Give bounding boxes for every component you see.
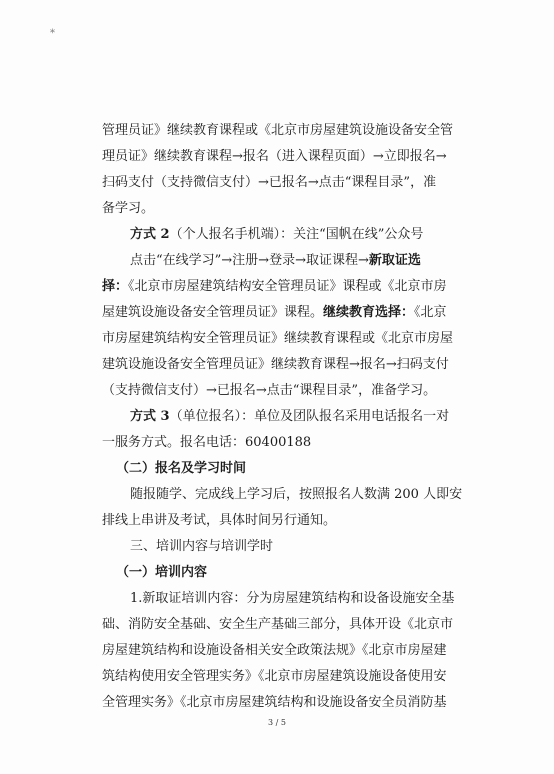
continuing-edu-label: 继续教育选择： xyxy=(323,305,415,320)
steps-text: 点击“在线学习”→注册→登录→取证课程→ xyxy=(130,253,369,268)
text-line: 础、消防安全基础、安全生产基础三部分，具体开设《北京市 xyxy=(102,617,454,632)
course-text: 《北京 xyxy=(414,305,447,320)
text-line: 筑结构使用安全管理实务》《北京市房屋建筑设施设备使用安 xyxy=(102,669,447,684)
document-body xyxy=(102,118,492,716)
method-3-label: 方式 3 xyxy=(130,409,170,424)
text-line: 房屋建筑结构和设施设备相关安全政策法规》《北京市房屋建 xyxy=(102,643,447,658)
text-line: 随报随学、完成线上学习后，按照报名人数满 200 人即安 xyxy=(130,487,463,502)
text-line: 市房屋建筑结构安全管理员证》继续教育课程或《北京市房屋 xyxy=(102,331,454,346)
text-line: 建筑设施设备安全管理员证》继续教育课程→报名→扫码支付 xyxy=(102,357,449,372)
section-heading: （一）培训内容 xyxy=(116,565,208,580)
method-3-line xyxy=(102,404,492,430)
section-heading: （二）报名及学习时间 xyxy=(116,461,247,476)
chapter-heading: 三、培训内容与培训学时 xyxy=(130,539,274,554)
new-cert-label: 新取证选 xyxy=(368,253,421,268)
page-number: 3 / 5 xyxy=(268,718,286,727)
text-line: 管理员证》继续教育课程或《北京市房屋建筑设施设备安全管 xyxy=(102,123,454,138)
method-2-label: 方式 2 xyxy=(130,227,170,242)
text-line: 全管理实务》《北京市房屋建筑结构和设施设备安全员消防基 xyxy=(102,695,447,710)
corner-mark: * xyxy=(50,28,55,39)
course-text: 《北京市房屋建筑结构安全管理员证》课程或《北京市房 xyxy=(128,279,447,294)
text-line: 一服务方式。报名电话：60400188 xyxy=(102,435,312,450)
text-line: 扫码支付（支持微信支付）→已报名→点击“课程目录”，准 xyxy=(102,175,437,190)
method-3-desc: （单位报名）：单位及团队报名采用电话报名一对 xyxy=(169,409,450,424)
text-line xyxy=(102,300,492,326)
method-2-line xyxy=(102,222,492,248)
text-line: 理员证》继续教育课程→报名（进入课程页面）→立即报名→ xyxy=(102,149,447,164)
new-cert-label-cont: 择： xyxy=(102,279,129,294)
course-text: 屋建筑设施设备安全管理员证》课程。 xyxy=(102,305,324,320)
text-line: 排线上串讲及考试，具体时间另行通知。 xyxy=(102,513,337,528)
text-line: （支持微信支付）→已报名→点击“课程目录”，准备学习。 xyxy=(102,383,437,398)
text-line: 备学习。 xyxy=(102,201,155,216)
text-line: 1.新取证培训内容：分为房屋建筑结构和设备设施安全基 xyxy=(130,591,455,606)
method-2-desc: （个人报名手机端）：关注“国帆在线”公众号 xyxy=(169,227,424,242)
text-line xyxy=(102,274,492,300)
text-line xyxy=(102,248,492,274)
